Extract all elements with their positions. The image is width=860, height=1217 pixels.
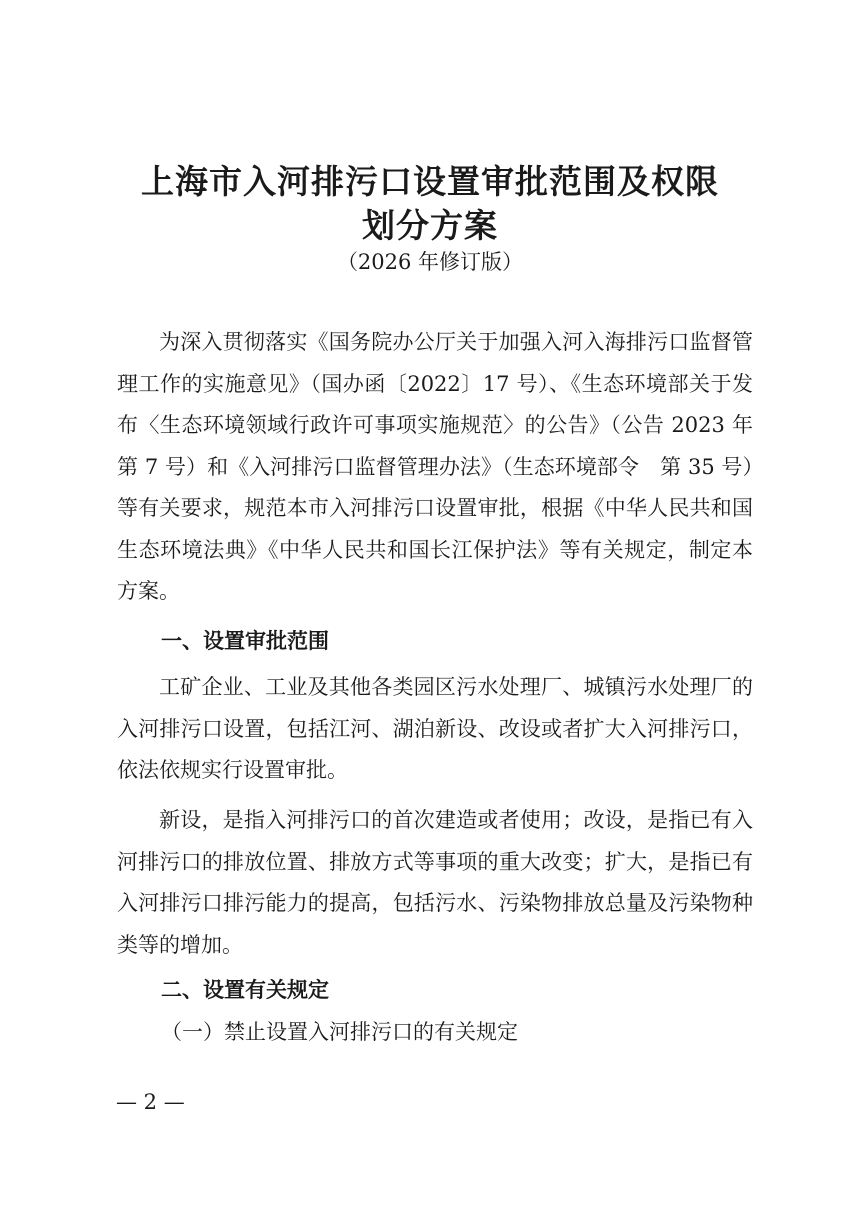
intro-section	[117, 322, 753, 613]
section2-subheading-1: （一）禁止设置入河排污口的有关规定	[161, 1020, 518, 1044]
edition-label: （2026 年修订版）	[336, 250, 524, 274]
page-number: — 2 —	[116, 1090, 185, 1114]
section1-body-1	[117, 667, 753, 792]
section1-body-2	[117, 800, 753, 966]
section1-heading: 一、设置审批范围	[161, 629, 329, 653]
document-title-line1: 上海市入河排污口设置审批范围及权限	[141, 162, 719, 201]
intro-paragraph: 为深入贯彻落实《国务院办公厅关于加强入河入海排污口监督管理工作的实施意见》（国办函〔2022〕17 号）、《生态环境部关于发布〈生态环境领域行政许可事项实施规范〉的公告》（公告 2023 年第 7 号）和《入河排污口监督管理办法》（生态环境部令 第 35 号）等有关要求，规范本市入河排污口设置审批，根据《中华人民共和国生态环境法典》《中华人民共和国长江保护法》等有关规定，制定本方案。	[117, 330, 753, 603]
document-title-line2: 划分方案	[362, 206, 498, 245]
section1-paragraph-2: 新设，是指入河排污口的首次建造或者使用；改设，是指已有入河排污口的排放位置、排放方式等事项的重大改变；扩大，是指已有入河排污口排污能力的提高，包括污水、污染物排放总量及污染物种类等的增加。	[117, 808, 753, 957]
section2-heading: 二、设置有关规定	[161, 978, 329, 1002]
section1-paragraph-1: 工矿企业、工业及其他各类园区污水处理厂、城镇污水处理厂的入河排污口设置，包括江河、湖泊新设、改设或者扩大入河排污口，依法依规实行设置审批。	[117, 675, 753, 782]
